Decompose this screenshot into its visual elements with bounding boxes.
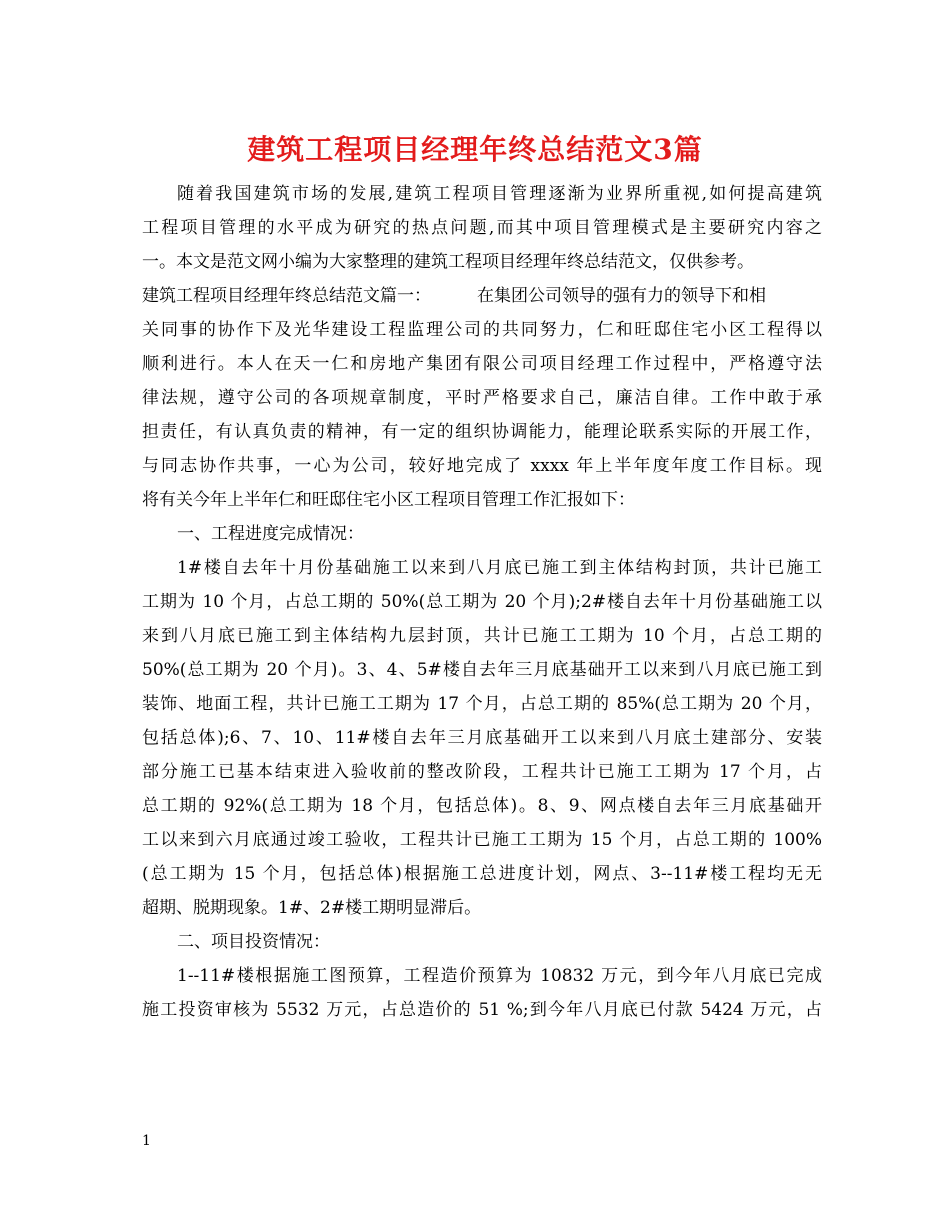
- intro-line-3: 一。本文是范文网小编为大家整理的建筑工程项目经理年终总结范文，仅供参考。: [142, 252, 754, 272]
- section2-line-1: 1--11#楼根据施工图预算，工程造价预算为 10832 万元，到今年八月底已完成: [177, 966, 822, 986]
- section1-line-5: 装饰、地面工程，共计已施工工期为 17 个月，占总工期的 85%(总工期为 20 个月，: [142, 694, 822, 714]
- section1-line-9: 工以来到六月底通过竣工验收，工程共计已施工工期为 15 个月，占总工期的 100%: [142, 830, 822, 850]
- document-title: 建筑工程项目经理年终总结范文3篇: [247, 133, 703, 166]
- section1-line-7: 部分施工已基本结束进入验收前的整改阶段，工程共计已施工工期为 17 个月，占: [142, 762, 822, 782]
- article-line-2: 顺利进行。本人在天一仁和房地产集团有限公司项目经理工作过程中，严格遵守法: [142, 354, 822, 374]
- section1-line-6: 包括总体);6、7、10、11#楼自去年三月底基础开工以来到八月底土建部分、安装: [142, 728, 822, 748]
- article-line-6: 将有关今年上半年仁和旺邸住宅小区工程项目管理工作汇报如下：: [142, 490, 635, 510]
- section1-line-3: 来到八月底已施工到主体结构九层封顶，共计已施工工期为 10 个月，占总工期的: [142, 626, 822, 646]
- article-label: 建筑工程项目经理年终总结范文篇一：: [142, 286, 431, 306]
- article-line-1: 关同事的协作下及光华建设工程监理公司的共同努力，仁和旺邸住宅小区工程得以: [142, 320, 822, 340]
- article-line-3: 律法规，遵守公司的各项规章制度，平时严格要求自己，廉洁自律。工作中敢于承: [142, 388, 822, 408]
- section1-line-11: 超期、脱期现象。1#、2#楼工期明显滞后。: [142, 898, 482, 918]
- intro-line-1: 随着我国建筑市场的发展,建筑工程项目管理逐渐为业界所重视,如何提高建筑: [177, 184, 822, 204]
- article-line-5: 与同志协作共事，一心为公司，较好地完成了 xxxx 年上半年度年度工作目标。现: [142, 456, 822, 476]
- article-lead: 在集团公司领导的强有力的领导下和相: [477, 286, 766, 306]
- section1-line-2: 工期为 10 个月，占总工期的 50%(总工期为 20 个月);2#楼自去年十月份基础施工以: [142, 592, 822, 612]
- section1-line-1: 1#楼自去年十月份基础施工以来到八月底已施工到主体结构封顶，共计已施工: [177, 558, 822, 578]
- article-first-line: [142, 286, 822, 306]
- section1-line-8: 总工期的 92%(总工期为 18 个月，包括总体)。8、9、网点楼自去年三月底基础开: [142, 796, 822, 816]
- page-number: 1: [142, 1133, 151, 1149]
- section1-line-4: 50%(总工期为 20 个月)。3、4、5#楼自去年三月底基础开工以来到八月底已施工到: [142, 660, 822, 680]
- section1-line-10: (总工期为 15 个月，包括总体)根据施工总进度计划，网点、3--11#楼工程均无无: [142, 864, 822, 884]
- section2-line-2: 施工投资审核为 5532 万元，占总造价的 51 %;到今年八月底已付款 5424 万元，占: [142, 1000, 822, 1020]
- section2-heading: 二、项目投资情况：: [177, 932, 330, 952]
- section1-heading: 一、工程进度完成情况：: [177, 524, 364, 544]
- intro-line-2: 工程项目管理的水平成为研究的热点问题,而其中项目管理模式是主要研究内容之: [142, 218, 822, 238]
- article-line-4: 担责任，有认真负责的精神，有一定的组织协调能力，能理论联系实际的开展工作，: [142, 422, 822, 442]
